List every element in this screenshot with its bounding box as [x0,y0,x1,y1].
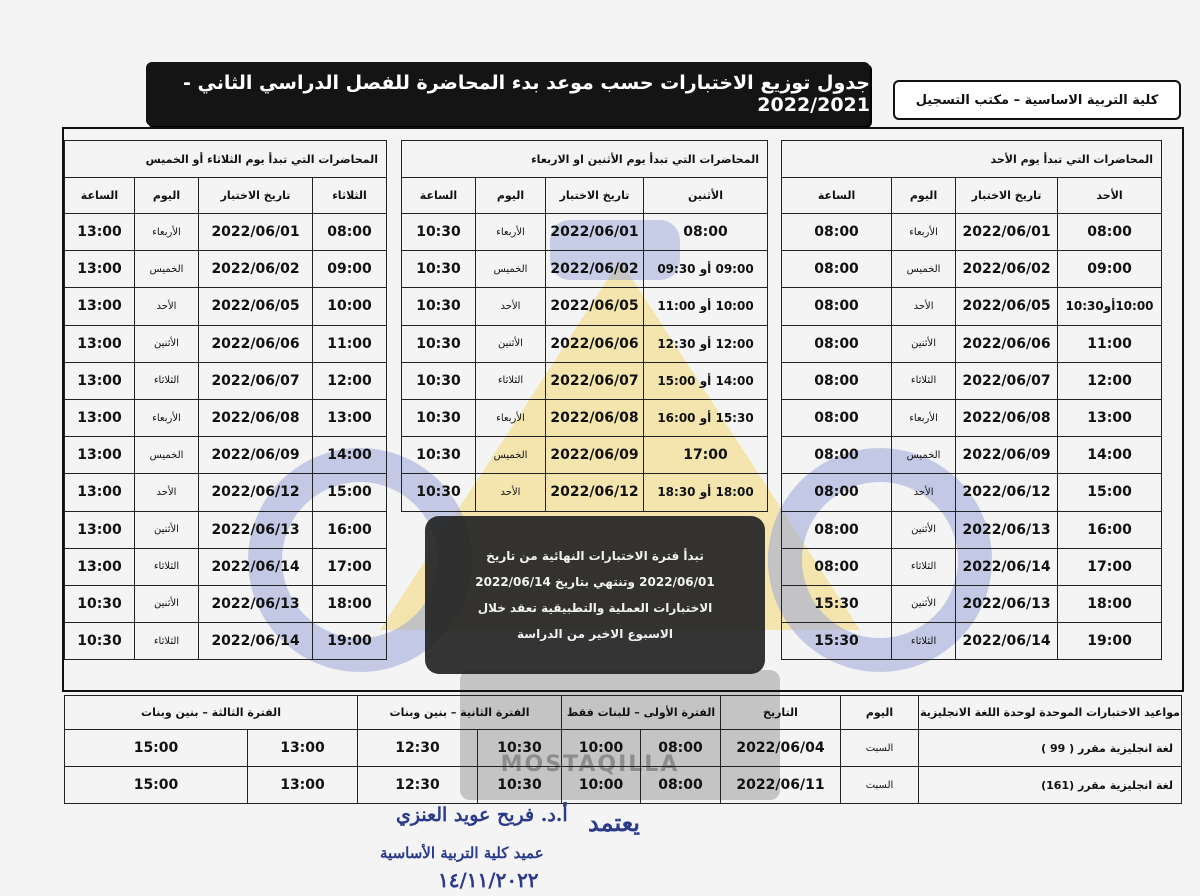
tuesday-exam-date: 2022/06/09 [199,437,313,474]
monday-exam-day: الأحد [476,474,546,511]
unit-label: كلية التربية الاساسية – مكتب التسجيل [893,80,1181,120]
tuesday-header-time: الثلاثاء [313,178,387,214]
monday-header-date: تاريخ الاختبار [546,178,644,214]
monday-exam-hour: 10:30 [402,399,476,436]
tuesday-row [65,251,387,288]
english-header-day: اليوم [841,696,919,730]
tuesday-exam-date: 2022/06/02 [199,251,313,288]
english-row [65,767,1182,804]
signatory-role: عميد كلية التربية الأساسية [380,844,544,862]
monday-exam-hour: 10:30 [402,362,476,399]
sunday-exam-day: الخميس [892,437,956,474]
monday-exam-date: 2022/06/09 [546,437,644,474]
monday-row [402,214,768,251]
english-p1b: 10:00 [562,767,641,804]
sunday-row [782,585,1162,622]
sunday-row [782,362,1162,399]
tuesday-exam-date: 2022/06/12 [199,474,313,511]
sunday-exam-hour: 08:00 [782,214,892,251]
tuesday-row [65,585,387,622]
page-title: جدول توزيع الاختبارات حسب موعد بدء المحاضرة للفصل الدراسي الثاني - 2022/2021 [146,62,870,126]
sunday-row [782,548,1162,585]
monday-lecture-time: 14:00 أو 15:00 [644,362,768,399]
tuesday-exam-date: 2022/06/08 [199,399,313,436]
english-subject: لغة انجليزية مقرر (161) [919,767,1182,804]
monday-lecture-time: 09:00 أو 09:30 [644,251,768,288]
english-p2a: 10:30 [478,767,562,804]
sunday-exam-date: 2022/06/08 [956,399,1058,436]
sunday-lecture-time: 13:00 [1058,399,1162,436]
tuesday-row [65,623,387,660]
tuesday-header-day: اليوم [135,178,199,214]
tuesday-exam-hour: 13:00 [65,251,135,288]
tuesday-exam-day: الثلاثاء [135,362,199,399]
sunday-exam-day: الأحد [892,288,956,325]
monday-exam-day: الثلاثاء [476,362,546,399]
sunday-lecture-time: 17:00 [1058,548,1162,585]
notice-line-2: 2022/06/01 وتنتهي بتاريخ 2022/06/14 [475,575,715,589]
tuesday-lecture-time: 19:00 [313,623,387,660]
monday-exam-day: الأثنين [476,325,546,362]
monday-exam-day: الأربعاء [476,214,546,251]
monday-header-hour: الساعة [402,178,476,214]
tuesday-exam-day: الأحد [135,474,199,511]
tuesday-exam-hour: 13:00 [65,437,135,474]
english-p2b: 12:30 [358,767,478,804]
monday-lecture-time: 15:30 أو 16:00 [644,399,768,436]
sunday-row [782,623,1162,660]
sunday-lecture-time: 08:00 [1058,214,1162,251]
english-date: 2022/06/11 [721,767,841,804]
monday-row [402,251,768,288]
tuesday-lecture-time: 08:00 [313,214,387,251]
english-header-subject: مواعيد الاختبارات الموحدة لوحدة اللغة الانجليزية [919,696,1182,730]
sunday-exam-day: الأثنين [892,325,956,362]
tuesday-exam-date: 2022/06/06 [199,325,313,362]
tuesday-exam-hour: 10:30 [65,623,135,660]
english-header-period3: الفترة الثالثة – بنين وبنات [65,696,358,730]
exam-period-notice [425,516,765,674]
sunday-exam-hour: 08:00 [782,399,892,436]
english-p3b: 15:00 [65,767,248,804]
tuesday-exam-date: 2022/06/14 [199,548,313,585]
sunday-lecture-time: 09:00 [1058,251,1162,288]
monday-heading: المحاضرات التي تبدأ يوم الأثنين او الاربعاء [402,141,768,178]
tuesday-lecture-time: 13:00 [313,399,387,436]
tuesday-exam-day: الأربعاء [135,399,199,436]
monday-lecture-time: 08:00 [644,214,768,251]
tuesday-lecture-time: 15:00 [313,474,387,511]
sunday-heading: المحاضرات التي تبدأ يوم الأحد [782,141,1162,178]
sunday-lecture-time: 14:00 [1058,437,1162,474]
monday-header-day: اليوم [476,178,546,214]
english-header-period2: الفترة الثانية – بنين وبنات [358,696,562,730]
english-p3b: 15:00 [65,730,248,767]
sunday-exam-day: الأثنين [892,511,956,548]
monday-row [402,325,768,362]
monday-exam-date: 2022/06/07 [546,362,644,399]
table-tuesday [64,140,387,660]
sunday-row [782,399,1162,436]
tuesday-row [65,548,387,585]
tuesday-exam-day: الأحد [135,288,199,325]
monday-lecture-time: 17:00 [644,437,768,474]
monday-exam-hour: 10:30 [402,251,476,288]
notice-line-4: الاسبوع الاخير من الدراسة [517,627,673,641]
tuesday-exam-date: 2022/06/14 [199,623,313,660]
notice-line-3: الاختبارات العملية والتطبيقية تعقد خلال [477,601,713,615]
sunday-lecture-time: 19:00 [1058,623,1162,660]
monday-row [402,288,768,325]
english-header-period1: الفترة الأولى – للبنات فقط [562,696,721,730]
tuesday-lecture-time: 18:00 [313,585,387,622]
sunday-exam-day: الأحد [892,474,956,511]
sunday-exam-date: 2022/06/05 [956,288,1058,325]
monday-exam-date: 2022/06/01 [546,214,644,251]
sunday-lecture-time: 11:00 [1058,325,1162,362]
tuesday-exam-hour: 13:00 [65,325,135,362]
tuesday-exam-day: الخميس [135,251,199,288]
tuesday-header-date: تاريخ الاختبار [199,178,313,214]
sunday-exam-date: 2022/06/13 [956,585,1058,622]
tuesday-exam-date: 2022/06/13 [199,511,313,548]
sunday-exam-date: 2022/06/12 [956,474,1058,511]
english-p3a: 13:00 [248,767,358,804]
tuesday-lecture-time: 10:00 [313,288,387,325]
tuesday-row [65,288,387,325]
monday-lecture-time: 12:00 أو 12:30 [644,325,768,362]
tuesday-exam-hour: 13:00 [65,474,135,511]
tuesday-exam-day: الأثنين [135,511,199,548]
sunday-row [782,288,1162,325]
sunday-exam-hour: 08:00 [782,251,892,288]
sunday-exam-day: الثلاثاء [892,623,956,660]
monday-exam-date: 2022/06/06 [546,325,644,362]
sunday-exam-day: الأربعاء [892,214,956,251]
english-subject: لغة انجليزية مقرر ( 99 ) [919,730,1182,767]
monday-exam-date: 2022/06/05 [546,288,644,325]
tuesday-exam-day: الخميس [135,437,199,474]
sunday-header-hour: الساعة [782,178,892,214]
english-header-date: التاريخ [721,696,841,730]
sunday-exam-hour: 15:30 [782,585,892,622]
monday-exam-hour: 10:30 [402,325,476,362]
sunday-exam-hour: 08:00 [782,548,892,585]
table-english-exams [64,695,1182,804]
monday-exam-day: الأحد [476,288,546,325]
english-p1a: 08:00 [641,730,721,767]
tuesday-row [65,437,387,474]
sunday-row [782,251,1162,288]
sunday-lecture-time: 12:00 [1058,362,1162,399]
sunday-exam-date: 2022/06/02 [956,251,1058,288]
monday-lecture-time: 10:00 أو 11:00 [644,288,768,325]
tuesday-exam-day: الأربعاء [135,214,199,251]
sunday-lecture-time: 15:00 [1058,474,1162,511]
monday-row [402,399,768,436]
tuesday-exam-hour: 13:00 [65,362,135,399]
monday-lecture-time: 18:00 أو 18:30 [644,474,768,511]
notice-line-1: تبدأ فترة الاختبارات النهائية من تاريخ [486,549,704,563]
sunday-header-time: الأحد [1058,178,1162,214]
sunday-exam-date: 2022/06/09 [956,437,1058,474]
monday-row [402,474,768,511]
sunday-exam-hour: 08:00 [782,325,892,362]
sunday-exam-date: 2022/06/01 [956,214,1058,251]
tuesday-exam-day: الأثنين [135,585,199,622]
sunday-exam-date: 2022/06/07 [956,362,1058,399]
watermark-text: MOSTAQILLA [500,752,680,777]
tuesday-lecture-time: 14:00 [313,437,387,474]
sunday-row [782,437,1162,474]
sunday-exam-hour: 08:00 [782,437,892,474]
tuesday-exam-day: الأثنين [135,325,199,362]
tuesday-row [65,362,387,399]
sunday-exam-date: 2022/06/14 [956,548,1058,585]
monday-row [402,437,768,474]
tuesday-heading: المحاضرات التي تبدأ يوم الثلاثاء أو الخميس [65,141,387,178]
monday-exam-hour: 10:30 [402,214,476,251]
tuesday-lecture-time: 16:00 [313,511,387,548]
sunday-exam-day: الخميس [892,251,956,288]
tuesday-row [65,474,387,511]
monday-exam-hour: 10:30 [402,437,476,474]
english-row [65,730,1182,767]
table-sunday [781,140,1162,660]
signature-date: ١٤/١١/٢٠٢٢ [438,868,539,892]
sunday-exam-date: 2022/06/14 [956,623,1058,660]
monday-exam-hour: 10:30 [402,288,476,325]
tuesday-exam-day: الثلاثاء [135,548,199,585]
tuesday-exam-hour: 13:00 [65,288,135,325]
monday-exam-day: الأربعاء [476,399,546,436]
monday-exam-day: الخميس [476,437,546,474]
english-p1b: 10:00 [562,730,641,767]
signatory-name: أ.د. فريح عويد العنزي [396,804,568,826]
monday-exam-date: 2022/06/02 [546,251,644,288]
sunday-row [782,214,1162,251]
tuesday-lecture-time: 09:00 [313,251,387,288]
english-date: 2022/06/04 [721,730,841,767]
tuesday-exam-date: 2022/06/01 [199,214,313,251]
english-p3a: 13:00 [248,730,358,767]
sunday-exam-day: الأثنين [892,585,956,622]
tuesday-exam-hour: 10:30 [65,585,135,622]
monday-exam-date: 2022/06/12 [546,474,644,511]
english-p2a: 10:30 [478,730,562,767]
sunday-exam-date: 2022/06/13 [956,511,1058,548]
tuesday-row [65,325,387,362]
tuesday-exam-hour: 13:00 [65,214,135,251]
tuesday-row [65,511,387,548]
tuesday-row [65,214,387,251]
sunday-header-date: تاريخ الاختبار [956,178,1058,214]
english-p2b: 12:30 [358,730,478,767]
sunday-exam-hour: 08:00 [782,511,892,548]
sunday-row [782,325,1162,362]
tuesday-exam-hour: 13:00 [65,511,135,548]
sunday-lecture-time: 16:00 [1058,511,1162,548]
monday-exam-day: الخميس [476,251,546,288]
sunday-exam-date: 2022/06/06 [956,325,1058,362]
tuesday-lecture-time: 11:00 [313,325,387,362]
sunday-exam-day: الثلاثاء [892,548,956,585]
monday-header-time: الأثنين [644,178,768,214]
sunday-header-day: اليوم [892,178,956,214]
monday-exam-date: 2022/06/08 [546,399,644,436]
monday-exam-hour: 10:30 [402,474,476,511]
english-p1a: 08:00 [641,767,721,804]
sunday-row [782,511,1162,548]
tuesday-exam-hour: 13:00 [65,399,135,436]
tuesday-lecture-time: 17:00 [313,548,387,585]
table-monday [401,140,768,512]
sunday-exam-hour: 08:00 [782,288,892,325]
sunday-lecture-time: 18:00 [1058,585,1162,622]
sunday-exam-day: الأربعاء [892,399,956,436]
sunday-exam-day: الثلاثاء [892,362,956,399]
english-day: السبت [841,730,919,767]
tuesday-header-hour: الساعة [65,178,135,214]
tuesday-exam-date: 2022/06/07 [199,362,313,399]
tuesday-exam-date: 2022/06/05 [199,288,313,325]
tuesday-exam-day: الثلاثاء [135,623,199,660]
english-day: السبت [841,767,919,804]
sunday-lecture-time: 10:00أو10:30 [1058,288,1162,325]
sunday-exam-hour: 08:00 [782,474,892,511]
sunday-exam-hour: 15:30 [782,623,892,660]
sunday-row [782,474,1162,511]
tuesday-row [65,399,387,436]
monday-row [402,362,768,399]
sunday-exam-hour: 08:00 [782,362,892,399]
approval-mark: يعتمد [588,808,640,837]
tuesday-exam-date: 2022/06/13 [199,585,313,622]
tuesday-lecture-time: 12:00 [313,362,387,399]
tuesday-exam-hour: 13:00 [65,548,135,585]
